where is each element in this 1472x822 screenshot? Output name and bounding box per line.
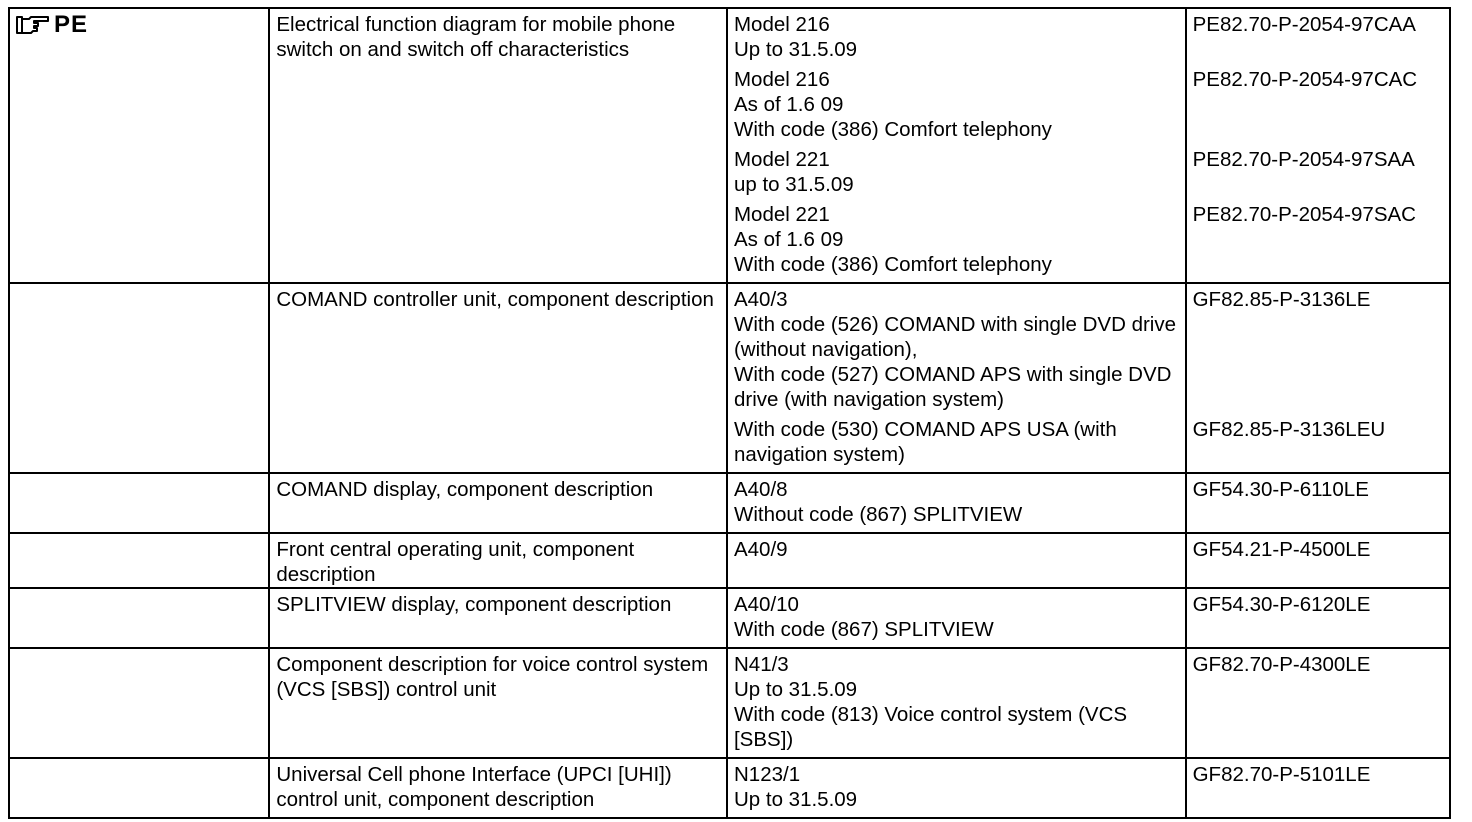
condition-entry — [734, 592, 1179, 642]
condition-entry — [734, 537, 1179, 562]
condition-entry — [734, 202, 1179, 277]
document-ref-cell — [1186, 283, 1450, 473]
pe-marker-label: PE — [54, 11, 89, 38]
document-ref-link[interactable]: GF82.70-P-5101LE — [1192, 763, 1371, 786]
document-ref-cell — [1186, 758, 1450, 818]
condition-line: As of 1.6 09 — [733, 228, 844, 251]
condition-line: N41/3 — [733, 653, 789, 676]
condition-line: With code (813) Voice control system (VCS [SBS]) — [733, 703, 1128, 751]
condition-cell — [727, 588, 1186, 648]
pointing-hand-icon — [16, 15, 50, 35]
document-ref-cell — [1186, 473, 1450, 533]
description-cell: Universal Cell phone Interface (UPCI [UHI]) control unit, component description — [269, 758, 727, 818]
condition-cell — [727, 283, 1186, 473]
reference-table — [8, 7, 1451, 819]
marker-cell — [9, 648, 269, 758]
condition-entry — [734, 67, 1179, 142]
condition-line: With code (527) COMAND APS with single DVD drive (with navigation system) — [733, 363, 1172, 411]
description-cell: Electrical function diagram for mobile phone switch on and switch off characteristics — [269, 8, 727, 283]
document-ref-link[interactable]: GF82.70-P-4300LE — [1192, 653, 1371, 676]
description-cell: SPLITVIEW display, component description — [269, 588, 727, 648]
pe-marker — [16, 12, 262, 37]
document-ref-link[interactable]: GF54.30-P-6110LE — [1192, 478, 1369, 501]
condition-line: Model 221 — [733, 148, 830, 171]
condition-entry — [734, 417, 1179, 467]
condition-cell — [727, 473, 1186, 533]
condition-entry — [734, 12, 1179, 62]
description-cell: Component description for voice control system (VCS [SBS]) control unit — [269, 648, 727, 758]
marker-cell — [9, 473, 269, 533]
document-ref-link[interactable]: PE82.70-P-2054-97SAC — [1192, 203, 1416, 226]
document-ref-cell — [1186, 648, 1450, 758]
condition-line: up to 31.5.09 — [733, 173, 854, 196]
condition-line: A40/3 — [733, 288, 788, 311]
condition-line: A40/9 — [733, 538, 788, 561]
condition-line: With code (386) Comfort telephony — [733, 253, 1052, 276]
table-row — [9, 588, 1450, 648]
marker-cell — [9, 283, 269, 473]
description-cell: COMAND controller unit, component description — [269, 283, 727, 473]
condition-entry — [734, 477, 1179, 527]
condition-cell — [727, 758, 1186, 818]
document-ref-link[interactable]: PE82.70-P-2054-97CAC — [1192, 68, 1418, 91]
condition-line: Model 216 — [733, 13, 830, 36]
table-row — [9, 758, 1450, 818]
condition-entry — [734, 652, 1179, 752]
condition-line: With code (386) Comfort telephony — [733, 118, 1052, 141]
table-row — [9, 283, 1450, 473]
document-ref-cell — [1186, 8, 1450, 283]
document-ref-link[interactable]: GF82.85-P-3136LE — [1192, 288, 1371, 311]
document-ref-cell — [1186, 588, 1450, 648]
condition-line: With code (867) SPLITVIEW — [733, 618, 994, 641]
table-row — [9, 473, 1450, 533]
condition-line: Without code (867) SPLITVIEW — [733, 503, 1023, 526]
table-row — [9, 648, 1450, 758]
condition-line: As of 1.6 09 — [733, 93, 844, 116]
condition-line: A40/8 — [733, 478, 788, 501]
reference-table-body — [9, 8, 1450, 818]
condition-line: Up to 31.5.09 — [733, 788, 858, 811]
condition-line: Up to 31.5.09 — [733, 678, 858, 701]
marker-cell — [9, 758, 269, 818]
document-ref-link[interactable]: GF54.30-P-6120LE — [1192, 593, 1371, 616]
document-ref-link[interactable]: PE82.70-P-2054-97CAA — [1192, 13, 1416, 36]
condition-line: N123/1 — [733, 763, 801, 786]
condition-cell — [727, 533, 1186, 588]
marker-cell — [9, 588, 269, 648]
document-ref-link[interactable]: PE82.70-P-2054-97SAA — [1192, 148, 1415, 171]
marker-cell — [9, 8, 269, 283]
condition-line: Up to 31.5.09 — [733, 38, 858, 61]
condition-entry — [734, 287, 1179, 412]
table-row — [9, 533, 1450, 588]
description-cell: Front central operating unit, component description — [269, 533, 727, 588]
condition-entry — [734, 762, 1179, 812]
condition-cell — [727, 648, 1186, 758]
document-ref-link[interactable]: GF54.21-P-4500LE — [1192, 538, 1371, 561]
condition-cell — [727, 8, 1186, 283]
document-ref-link[interactable]: GF82.85-P-3136LEU — [1192, 418, 1386, 441]
condition-line: Model 216 — [733, 68, 830, 91]
condition-line: Model 221 — [733, 203, 830, 226]
condition-line: With code (530) COMAND APS USA (with navigation system) — [733, 418, 1117, 466]
table-row — [9, 8, 1450, 283]
condition-entry — [734, 147, 1179, 197]
condition-line: With code (526) COMAND with single DVD drive (without navigation), — [733, 313, 1177, 361]
description-cell: COMAND display, component description — [269, 473, 727, 533]
marker-cell — [9, 533, 269, 588]
document-ref-cell — [1186, 533, 1450, 588]
condition-line: A40/10 — [733, 593, 799, 616]
